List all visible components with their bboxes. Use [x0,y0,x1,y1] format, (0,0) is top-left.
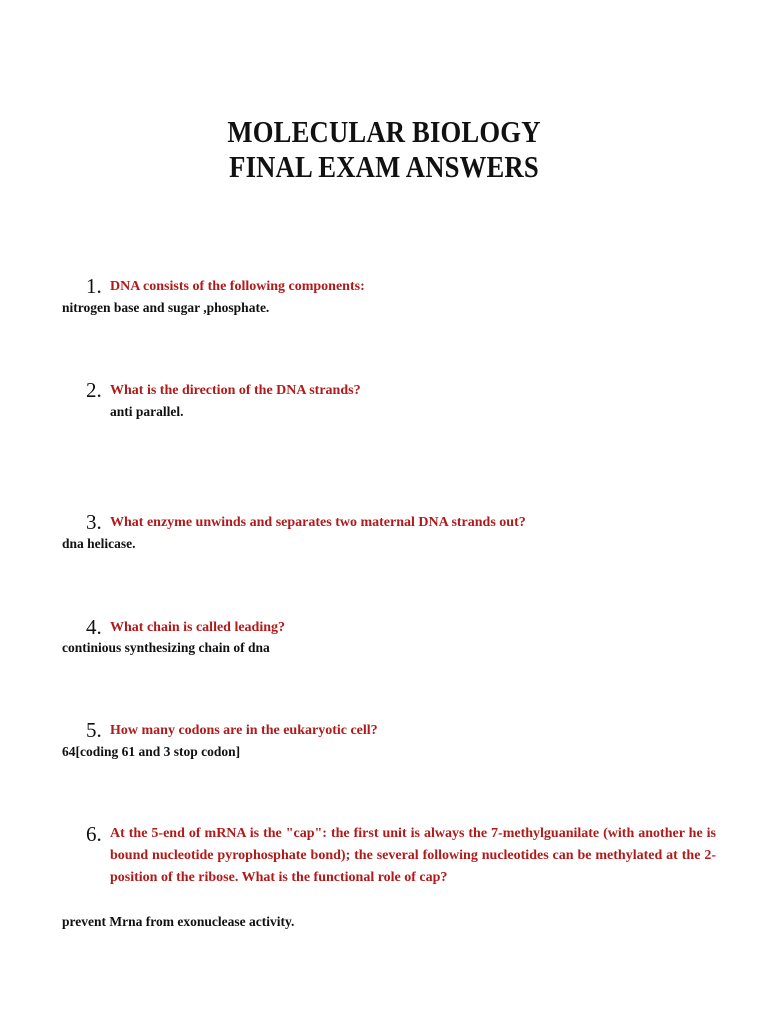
answer-3: dna helicase. [62,536,136,551]
answer-4: continious synthesizing chain of dna [62,640,270,655]
title-line-2: FINAL EXAM ANSWERS [229,149,539,184]
question-5-number: 5. [86,718,102,742]
answer-5: 64[coding 61 and 3 stop codon] [62,744,241,759]
answer-1: nitrogen base and sugar ,phosphate. [62,300,270,315]
question-3-text: What enzyme unwinds and separates two maternal DNA strands out? [110,515,526,530]
answer-2: anti parallel. [110,404,184,419]
question-6-number: 6. [86,822,102,846]
question-2-number: 2. [86,378,102,402]
question-1-number: 1. [86,274,102,298]
question-6-text: At the 5-end of mRNA is the "cap": the first unit is always the 7-methylguanilate (with another he is bound nucleotide pyrophosphate bond); the several following nucleotides can be methylated at the 2-position of the ribose. What is the functional role of cap? [110,826,716,885]
question-2-text: What is the direction of the DNA strands? [110,383,361,398]
title-line-1: MOLECULAR BIOLOGY [227,114,541,149]
question-4-number: 4. [86,615,102,639]
question-4-text: What chain is called leading? [110,620,286,635]
question-3-number: 3. [86,510,102,534]
answer-6: prevent Mrna from exonuclease activity. [62,914,295,929]
question-5-text: How many codons are in the eukaryotic cell? [110,723,378,738]
question-1-text: DNA consists of the following components: [110,279,365,294]
